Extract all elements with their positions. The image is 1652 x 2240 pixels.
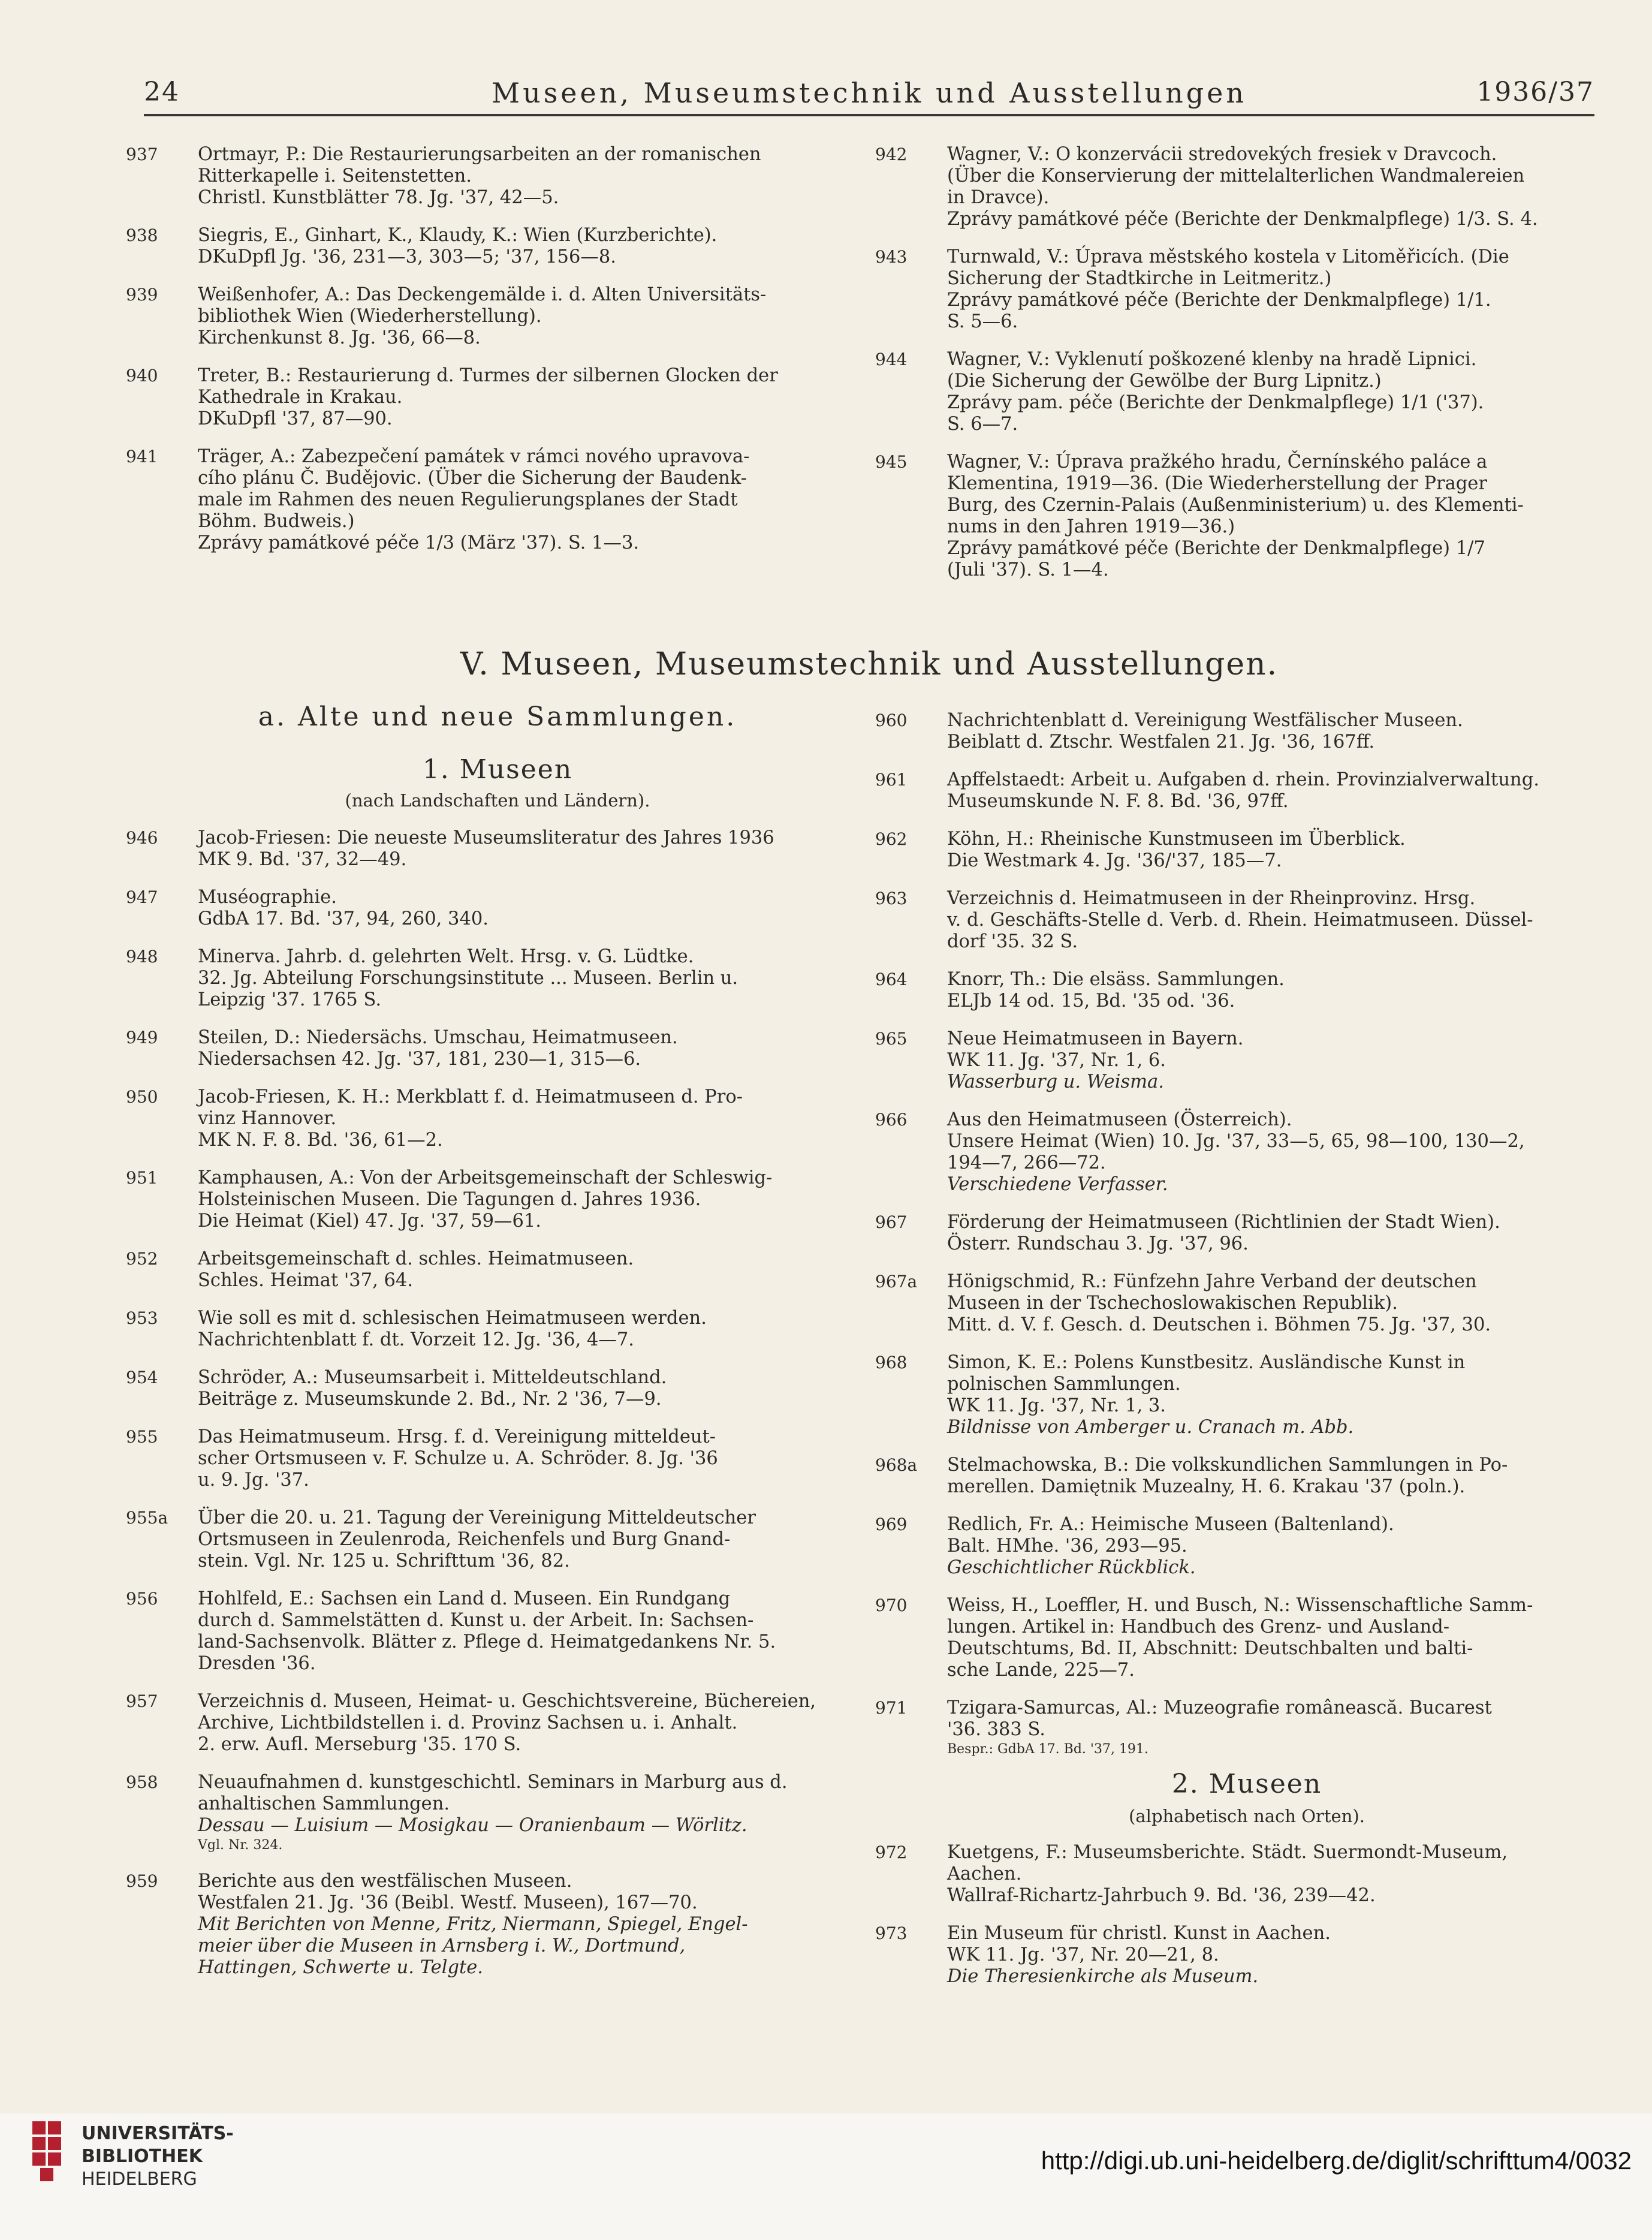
entry-line: Weißenhofer, A.: Das Deckengemälde i. d. Alten Universitäts- xyxy=(198,284,767,305)
entry-line: Ortmayr, P.: Die Restaurierungsarbeiten an der romanischen xyxy=(198,144,761,165)
entry-number: 955 xyxy=(126,1427,158,1447)
library-name-line: HEIDELBERG xyxy=(82,2169,197,2190)
entry-line: MK N. F. 8. Bd. '36, 61—2. xyxy=(198,1130,443,1151)
bibliography-entry xyxy=(875,1923,1612,1988)
entry-line: MK 9. Bd. '37, 32—49. xyxy=(198,849,407,870)
page-number: 24 xyxy=(144,77,180,107)
entry-line: Mit Berichten von Menne, Fritz, Niermann, Spiegel, Engel- xyxy=(198,1914,748,1935)
entry-line: Westfalen 21. Jg. '36 (Beibl. Westf. Museen), 167—70. xyxy=(198,1892,698,1913)
entry-number: 947 xyxy=(126,887,158,907)
bibliography-entry xyxy=(875,710,1612,753)
bibliography-entry xyxy=(875,1212,1612,1255)
entry-line: Böhm. Budweis.) xyxy=(198,511,355,532)
bibliography-entry xyxy=(126,1086,863,1151)
entry-line: Redlich, Fr. A.: Heimische Museen (Baltenland). xyxy=(947,1514,1394,1535)
entry-number: 956 xyxy=(126,1589,158,1609)
entry-line: Neuaufnahmen d. kunstgeschichtl. Seminars in Marburg aus d. xyxy=(198,1772,788,1793)
library-name-line: BIBLIOTHEK xyxy=(82,2146,203,2167)
entry-line: (Juli '37). S. 1—4. xyxy=(947,559,1109,580)
entry-line: DKuDpfl '37, 87—90. xyxy=(198,408,393,429)
entry-line: v. d. Geschäfts-Stelle d. Verb. d. Rhein. Heimatmuseen. Düssel- xyxy=(947,910,1533,931)
entry-line: (Über die Konservierung der mittelalterlichen Wandmalereien xyxy=(947,165,1525,186)
entry-line: Jacob-Friesen, K. H.: Merkblatt f. d. Heimatmuseen d. Pro- xyxy=(198,1086,743,1107)
entry-line: Knorr, Th.: Die elsäss. Sammlungen. xyxy=(947,969,1285,990)
bibliography-entry xyxy=(875,1352,1612,1438)
bibliography-entry xyxy=(126,1507,863,1572)
entry-line: Wagner, V.: Vyklenutí poškozené klenby na hradě Lipnici. xyxy=(947,349,1477,370)
entry-number: 946 xyxy=(126,828,158,848)
entry-number: 940 xyxy=(126,366,158,386)
entry-line: Ortsmuseen in Zeulenroda, Reichenfels und Burg Gnand- xyxy=(198,1529,731,1550)
subsection-heading: a. Alte und neue Sammlungen. xyxy=(258,701,737,732)
bibliography-entry xyxy=(875,1595,1612,1681)
entry-line: Nachrichtenblatt d. Vereinigung Westfälischer Museen. xyxy=(947,710,1463,731)
entry-line: Niedersachsen 42. Jg. '37, 181, 230—1, 315—6. xyxy=(198,1049,641,1070)
column-bottom-left xyxy=(126,827,863,1995)
entry-line: Museen in der Tschechoslowakischen Republik). xyxy=(947,1293,1398,1314)
header-rule xyxy=(144,114,1594,116)
entry-number: 942 xyxy=(875,144,908,164)
entry-number: 945 xyxy=(875,452,908,472)
entry-number: 967 xyxy=(875,1212,908,1232)
entry-line: S. 6—7. xyxy=(947,414,1018,435)
entry-line: Balt. HMhe. '36, 293—95. xyxy=(947,1536,1187,1556)
entry-line: Burg, des Czernin-Palais (Außenministerium) u. des Klementi- xyxy=(947,495,1524,516)
entry-number: 968 xyxy=(875,1353,908,1372)
library-name-line: UNIVERSITÄTS- xyxy=(82,2123,234,2144)
entry-number: 949 xyxy=(126,1028,158,1047)
entry-number: 950 xyxy=(126,1087,158,1107)
column-top-right xyxy=(875,144,1612,597)
university-library-logo-icon xyxy=(14,2115,74,2205)
entry-line: Klementina, 1919—36. (Die Wiederherstellung der Prager xyxy=(947,473,1487,494)
bibliography-entry xyxy=(126,1871,863,1979)
entry-line: Aachen. xyxy=(947,1863,1022,1884)
entry-line: meier über die Museen in Arnsberg i. W., Dortmund, xyxy=(198,1935,686,1956)
entry-line: Hattingen, Schwerte u. Telgte. xyxy=(198,1957,483,1978)
entry-line: Holsteinischen Museen. Die Tagungen d. Jahres 1936. xyxy=(198,1189,701,1210)
entry-line: Schles. Heimat '37, 64. xyxy=(198,1270,414,1291)
bibliography-entry xyxy=(126,887,863,930)
bibliography-entry xyxy=(875,969,1612,1012)
bibliography-entry xyxy=(126,827,863,871)
entry-number: 970 xyxy=(875,1595,908,1615)
entry-line: durch d. Sammelstätten d. Kunst u. der Arbeit. In: Sachsen- xyxy=(198,1610,754,1631)
entry-line: Steilen, D.: Niedersächs. Umschau, Heimatmuseen. xyxy=(198,1027,678,1048)
bibliography-entry xyxy=(875,349,1612,435)
entry-number: 959 xyxy=(126,1871,158,1891)
entry-number: 973 xyxy=(875,1923,908,1943)
entry-line: Neue Heimatmuseen in Bayern. xyxy=(947,1028,1244,1049)
entry-line: 2. erw. Aufl. Merseburg '35. 170 S. xyxy=(198,1734,521,1755)
entry-line: Träger, A.: Zabezpečení památek v rámci nového upravova- xyxy=(198,446,750,467)
entry-line: Aus den Heimatmuseen (Österreich). xyxy=(947,1109,1292,1130)
entry-line: Siegris, E., Ginhart, K., Klaudy, K.: Wien (Kurzberichte). xyxy=(198,225,718,246)
entry-line: Minerva. Jahrb. d. gelehrten Welt. Hrsg. v. G. Lüdtke. xyxy=(198,946,694,967)
bibliography-entry xyxy=(126,1691,863,1756)
entry-line: scher Ortsmuseen v. F. Schulze u. A. Schröder. 8. Jg. '36 xyxy=(198,1448,718,1469)
entry-line: Muséographie. xyxy=(198,887,337,908)
entry-line: 32. Jg. Abteilung Forschungsinstitute ... Museen. Berlin u. xyxy=(198,968,738,989)
bibliography-entry xyxy=(126,1367,863,1410)
bibliography-entry xyxy=(875,246,1612,333)
entry-number: 943 xyxy=(875,247,908,267)
entry-line: Bildnisse von Amberger u. Cranach m. Abb. xyxy=(947,1417,1354,1438)
entry-line: lungen. Artikel in: Handbuch des Grenz- und Ausland- xyxy=(947,1616,1450,1637)
entry-line: DKuDpfl Jg. '36, 231—3, 303—5; '37, 156—8. xyxy=(198,246,616,267)
entry-line: Ein Museum für christl. Kunst in Aachen. xyxy=(947,1923,1331,1944)
entry-line: Kirchenkunst 8. Jg. '36, 66—8. xyxy=(198,327,481,348)
entry-number: 972 xyxy=(875,1842,908,1862)
bibliography-entry xyxy=(126,946,863,1011)
library-name xyxy=(82,2122,234,2191)
entry-line: S. 5—6. xyxy=(947,311,1018,332)
entry-line: Schröder, A.: Museumsarbeit i. Mitteldeutschland. xyxy=(198,1367,667,1388)
entry-number: 962 xyxy=(875,829,908,849)
bibliography-entry xyxy=(875,1514,1612,1579)
entry-line: Wagner, V.: Úprava pražkého hradu, Černínského paláce a xyxy=(947,451,1488,472)
entry-line: Geschichtlicher Rückblick. xyxy=(947,1557,1196,1578)
entry-line: dorf '35. 32 S. xyxy=(947,931,1078,952)
entry-line: Zprávy památkové péče (Berichte der Denkmalpflege) 1/7 xyxy=(947,538,1485,559)
entry-number: 939 xyxy=(126,285,158,305)
entry-line: Leipzig '37. 1765 S. xyxy=(198,989,382,1010)
entry-number: 958 xyxy=(126,1772,158,1792)
entry-line: Turnwald, V.: Úprava městského kostela v Litoměřicích. (Die xyxy=(947,246,1509,267)
entry-number: 953 xyxy=(126,1308,158,1328)
entry-number: 954 xyxy=(126,1368,158,1387)
entry-line: vinz Hannover. xyxy=(198,1108,337,1129)
bibliography-entry xyxy=(875,1455,1612,1498)
bibliography-entry xyxy=(875,1028,1612,1093)
entry-line: Beiblatt d. Ztschr. Westfalen 21. Jg. '36, 167ff. xyxy=(947,731,1375,752)
entry-line: Dessau — Luisium — Mosigkau — Oranienbaum — Wörlitz. xyxy=(198,1815,747,1836)
entry-line: Kuetgens, F.: Museumsberichte. Städt. Suermondt-Museum, xyxy=(947,1842,1508,1863)
entry-line: Hohlfeld, E.: Sachsen ein Land d. Museen. Ein Rundgang xyxy=(198,1588,731,1609)
bibliography-entry xyxy=(875,144,1612,230)
entry-number: 955a xyxy=(126,1508,168,1528)
entry-line: WK 11. Jg. '37, Nr. 20—21, 8. xyxy=(947,1944,1219,1965)
entry-line: Arbeitsgemeinschaft d. schles. Heimatmuseen. xyxy=(198,1248,634,1269)
page-header xyxy=(144,77,1594,119)
entry-line: Die Theresienkirche als Museum. xyxy=(947,1966,1259,1987)
entry-line: Berichte aus den westfälischen Museen. xyxy=(198,1871,572,1892)
bibliography-entry xyxy=(875,1842,1612,1907)
entry-number: 971 xyxy=(875,1698,908,1718)
bibliography-entry xyxy=(875,769,1612,812)
bibliography-entry xyxy=(126,144,863,209)
entry-number: 948 xyxy=(126,947,158,967)
entry-number: 944 xyxy=(875,350,908,369)
bibliography-entry xyxy=(126,1772,863,1854)
entry-line: Köhn, H.: Rheinische Kunstmuseen im Überblick. xyxy=(947,829,1406,850)
bibliography-entry xyxy=(875,1697,1612,1759)
entry-line: Verzeichnis d. Heimatmuseen in der Rheinprovinz. Hrsg. xyxy=(947,888,1476,909)
entry-line: Wallraf-Richartz-Jahrbuch 9. Bd. '36, 239—42. xyxy=(947,1885,1376,1906)
entry-line: '36. 383 S. xyxy=(947,1719,1045,1740)
bibliography-entry xyxy=(126,1588,863,1675)
entry-line: Zprávy památkové péče 1/3 (März '37). S. 1—3. xyxy=(198,532,640,553)
heading-museen-1: 1. Museen xyxy=(422,754,573,785)
bibliography-entry xyxy=(126,1167,863,1232)
entry-line: Apffelstaedt: Arbeit u. Aufgaben d. rhein. Provinzialverwaltung. xyxy=(947,769,1539,790)
bibliography-entry xyxy=(126,446,863,554)
bibliography-entry xyxy=(875,829,1612,872)
entry-line: u. 9. Jg. '37. xyxy=(198,1470,309,1491)
bibliography-entry xyxy=(126,1248,863,1291)
entry-line: WK 11. Jg. '37, Nr. 1, 3. xyxy=(947,1395,1166,1416)
entry-line: Simon, K. E.: Polens Kunstbesitz. Ausländische Kunst in xyxy=(947,1352,1466,1373)
entry-line: cího plánu Č. Budějovic. (Über die Sicherung der Baudenk- xyxy=(198,468,747,489)
entry-line: Wie soll es mit d. schlesischen Heimatmuseen werden. xyxy=(198,1308,707,1329)
entry-line: Weiss, H., Loeffler, H. und Busch, N.: Wissenschaftliche Samm- xyxy=(947,1595,1533,1616)
entry-number: 951 xyxy=(126,1168,158,1188)
entry-line: Verzeichnis d. Museen, Heimat- u. Geschichtsvereine, Büchereien, xyxy=(198,1691,816,1712)
entry-line: Bespr.: GdbA 17. Bd. '37, 191. xyxy=(947,1742,1148,1757)
entry-number: 952 xyxy=(126,1249,158,1269)
entry-number: 938 xyxy=(126,225,158,245)
bibliography-entry xyxy=(875,451,1612,581)
bibliography-entry xyxy=(126,284,863,349)
entry-line: Hönigschmid, R.: Fünfzehn Jahre Verband der deutschen xyxy=(947,1271,1477,1292)
bibliography-entry xyxy=(875,1271,1612,1336)
entry-line: Stelmachowska, B.: Die volkskundlichen Sammlungen in Po- xyxy=(947,1455,1508,1476)
entry-line: Die Heimat (Kiel) 47. Jg. '37, 59—61. xyxy=(198,1211,541,1232)
entry-number: 965 xyxy=(875,1029,908,1049)
entry-line: Das Heimatmuseum. Hrsg. f. d. Vereinigung mitteldeut- xyxy=(198,1426,716,1447)
heading-museen-1-subtitle: (nach Landschaften und Ländern). xyxy=(345,790,650,811)
entry-line: Vgl. Nr. 324. xyxy=(198,1838,283,1853)
entry-number: 957 xyxy=(126,1691,158,1711)
entry-line: bibliothek Wien (Wiederherstellung). xyxy=(198,306,542,327)
entry-number: 963 xyxy=(875,889,908,908)
entry-number: 964 xyxy=(875,970,908,989)
entry-line: land-Sachsenvolk. Blätter z. Pflege d. Heimatgedankens Nr. 5. xyxy=(198,1631,776,1652)
bibliography-entry xyxy=(126,225,863,268)
entry-line: Dresden '36. xyxy=(198,1653,316,1674)
entry-number: 966 xyxy=(875,1110,908,1130)
entry-number: 941 xyxy=(126,447,158,466)
entry-line: Die Westmark 4. Jg. '36/'37, 185—7. xyxy=(947,850,1282,871)
entry-line: Über die 20. u. 21. Tagung der Vereinigung Mitteldeutscher xyxy=(198,1507,756,1528)
entry-line: sche Lande, 225—7. xyxy=(947,1660,1135,1681)
bibliography-entry xyxy=(875,888,1612,953)
entry-line: Zprávy památkové péče (Berichte der Denkmalpflege) 1/1. xyxy=(947,290,1491,311)
entry-number: 937 xyxy=(126,144,158,164)
column-top-left xyxy=(126,144,863,570)
footer-bar xyxy=(0,2113,1652,2240)
section-title: V. Museen, Museumstechnik und Ausstellungen. xyxy=(460,646,1279,682)
entry-line: Museumskunde N. F. 8. Bd. '36, 97ff. xyxy=(947,791,1289,812)
bibliography-entry xyxy=(126,1027,863,1070)
entry-number: 960 xyxy=(875,710,908,730)
source-url[interactable]: http://digi.ub.uni-heidelberg.de/diglit/schrifttum4/0032 xyxy=(1041,2146,1632,2175)
entry-line: merellen. Damiętnik Muzealny, H. 6. Krakau '37 (poln.). xyxy=(947,1476,1466,1497)
header-year: 1936/37 xyxy=(1476,77,1594,107)
bibliography-entry xyxy=(126,1308,863,1351)
entry-line: Christl. Kunstblätter 78. Jg. '37, 42—5. xyxy=(198,187,559,208)
entry-line: Jacob-Friesen: Die neueste Museumsliteratur des Jahres 1936 xyxy=(198,827,774,848)
bibliography-entry xyxy=(875,1109,1612,1196)
bibliography-entry xyxy=(126,1426,863,1491)
heading-museen-2: 2. Museen xyxy=(1171,1769,1322,1799)
entry-line: ELJb 14 od. 15, Bd. '35 od. '36. xyxy=(947,990,1235,1011)
column-bottom-right-2 xyxy=(875,1842,1612,2004)
entry-line: Förderung der Heimatmuseen (Richtlinien der Stadt Wien). xyxy=(947,1212,1500,1233)
running-title: Museen, Museumstechnik und Ausstellungen xyxy=(491,77,1247,109)
column-bottom-right xyxy=(875,710,1612,1775)
entry-line: in Dravce). xyxy=(947,187,1050,208)
entry-line: Nachrichtenblatt f. dt. Vorzeit 12. Jg. '36, 4—7. xyxy=(198,1329,634,1350)
entry-line: Tzigara-Samurcas, Al.: Muzeografie românească. Bucarest xyxy=(947,1697,1492,1718)
entry-line: WK 11. Jg. '37, Nr. 1, 6. xyxy=(947,1050,1166,1071)
entry-number: 968a xyxy=(875,1455,918,1475)
entry-line: (Die Sicherung der Gewölbe der Burg Lipnitz.) xyxy=(947,371,1382,392)
entry-line: Wagner, V.: O konzervácii stredovekých fresiek v Dravcoch. xyxy=(947,144,1497,165)
entry-line: anhaltischen Sammlungen. xyxy=(198,1793,450,1814)
entry-line: Kamphausen, A.: Von der Arbeitsgemeinschaft der Schleswig- xyxy=(198,1167,773,1188)
entry-line: polnischen Sammlungen. xyxy=(947,1374,1181,1395)
entry-line: Verschiedene Verfasser. xyxy=(947,1174,1168,1195)
entry-line: Zprávy pam. péče (Berichte der Denkmalpflege) 1/1 ('37). xyxy=(947,392,1484,413)
entry-line: Beiträge z. Museumskunde 2. Bd., Nr. 2 '36, 7—9. xyxy=(198,1389,662,1410)
entry-line: Wasserburg u. Weisma. xyxy=(947,1071,1164,1092)
bibliography-entry xyxy=(126,365,863,430)
entry-line: nums in den Jahren 1919—36.) xyxy=(947,516,1235,537)
entry-line: Ritterkapelle i. Seitenstetten. xyxy=(198,165,472,186)
entry-line: Zprávy památkové péče (Berichte der Denkmalpflege) 1/3. S. 4. xyxy=(947,209,1538,230)
entry-line: Treter, B.: Restaurierung d. Turmes der silbernen Glocken der xyxy=(198,365,778,386)
entry-line: GdbA 17. Bd. '37, 94, 260, 340. xyxy=(198,908,489,929)
entry-line: Unsere Heimat (Wien) 10. Jg. '37, 33—5, 65, 98—100, 130—2, xyxy=(947,1131,1525,1152)
entry-line: Mitt. d. V. f. Gesch. d. Deutschen i. Böhmen 75. Jg. '37, 30. xyxy=(947,1314,1491,1335)
heading-museen-2-subtitle: (alphabetisch nach Orten). xyxy=(1129,1806,1365,1826)
entry-number: 961 xyxy=(875,770,908,790)
entry-line: Deutschtums, Bd. II, Abschnitt: Deutschbalten und balti- xyxy=(947,1638,1473,1659)
entry-line: Archive, Lichtbildstellen i. d. Provinz Sachsen u. i. Anhalt. xyxy=(198,1712,738,1733)
entry-line: 194—7, 266—72. xyxy=(947,1152,1106,1173)
entry-line: stein. Vgl. Nr. 125 u. Schrifttum '36, 82. xyxy=(198,1550,570,1571)
entry-number: 969 xyxy=(875,1515,908,1534)
entry-number: 967a xyxy=(875,1272,918,1291)
entry-line: Kathedrale in Krakau. xyxy=(198,387,403,408)
entry-line: Sicherung der Stadtkirche in Leitmeritz.) xyxy=(947,268,1332,289)
entry-line: male im Rahmen des neuen Regulierungsplanes der Stadt xyxy=(198,489,738,510)
entry-line: Österr. Rundschau 3. Jg. '37, 96. xyxy=(947,1233,1249,1254)
